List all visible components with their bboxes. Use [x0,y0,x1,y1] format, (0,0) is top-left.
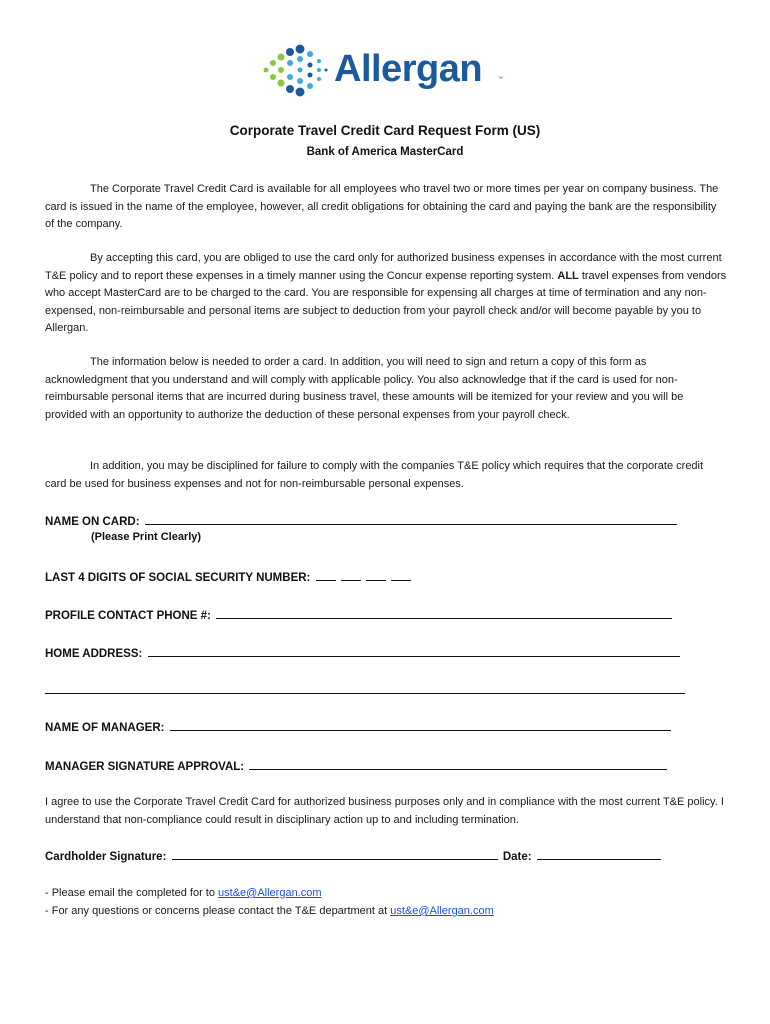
obligations-all-emphasis: ALL [557,269,579,282]
obligations-text-2: travel expenses from vendors who accept MasterCard are to be charged to the card. You are responsible for expensing all charges at time of termination and any non-expensed, non-reimbursable and personal items are subject to deduction from your payroll check and/or will become payable by you to Allergan. [45,269,727,334]
ssn-digit-1-input[interactable] [316,568,336,581]
intro-paragraph [45,181,727,234]
cardholder-signature-input[interactable] [172,847,498,860]
manager-signature-label: MANAGER SIGNATURE APPROVAL: [45,761,245,773]
date-label: Date: [502,851,532,863]
information-text: The information below is needed to order a card. In addition, you will need to sign and return a copy of this form as acknowledgment that you understand and will comply with applicable policy. You also acknowledge that if the card is used for non-reimbursable personal items that are incurred during business travel, these amounts will be itemized for your review and you will be provided with an opportunity to authorize the deduction of these personal expenses from your payroll check. [45,356,684,421]
home-address-label: HOME ADDRESS: [45,648,143,660]
obligations-text-1: By accepting this card, you are obliged to use the card only for authorized business expenses in accordance with the most current T&E policy and to report these expenses in a timely manner using the Concur expense reporting system. [45,252,722,282]
discipline-text: In addition, you may be disciplined for failure to comply with the companies T&E policy which requires that the corporate credit card be used for business expenses and not for non-reimbursable personal expenses. [45,460,704,490]
home-address-line-2-input[interactable] [45,681,685,694]
manager-name-label: NAME OF MANAGER: [45,722,165,734]
home-address-input[interactable] [148,644,680,657]
manager-name-input[interactable] [170,718,671,731]
logo-dots-icon [262,44,332,100]
contact-notes [45,884,494,920]
phone-label: PROFILE CONTACT PHONE #: [45,610,211,622]
questions-instruction-text: - For any questions or concerns please contact the T&E department at [45,905,391,917]
intro-text: The Corporate Travel Credit Card is available for all employees who travel two or more times per year on company business. The card is issued in the name of the employee, however, all credit obligations for obtaining the card and paying the bank are the responsibility of the company. [45,183,719,230]
manager-name-field [45,718,671,734]
logo-wordmark: Allergan [334,48,483,90]
allergan-logo [262,44,512,100]
questions-instruction [45,902,494,920]
email-instruction-text: - Please email the completed for to [45,887,219,899]
agreement-text: I agree to use the Corporate Travel Credit Card for authorized business purposes only and in compliance with the most current T&E policy. I understand that non-compliance could result in disciplinary action up to and including termination. [45,796,724,826]
email-link[interactable]: ust&e@Allergan.com [218,887,322,899]
page-subtitle: Bank of America MasterCard [306,146,464,158]
name-on-card-field [45,512,677,528]
page-title: Corporate Travel Credit Card Request Form (US) [229,123,541,138]
print-clearly-note: (Please Print Clearly) [91,531,202,543]
date-input[interactable] [537,847,661,860]
name-on-card-label: NAME ON CARD: [45,516,140,528]
phone-field [45,606,672,622]
ssn-label: LAST 4 DIGITS OF SOCIAL SECURITY NUMBER: [45,572,311,584]
information-paragraph [45,354,727,424]
manager-signature-field [45,757,667,773]
cardholder-signature-label: Cardholder Signature: [45,851,167,863]
obligations-paragraph [45,250,727,338]
discipline-paragraph [45,458,727,493]
name-on-card-input[interactable] [145,512,677,525]
manager-signature-input[interactable] [249,757,667,770]
phone-input[interactable] [216,606,672,619]
ssn-field [45,568,411,584]
ssn-digit-3-input[interactable] [366,568,386,581]
logo-trademark: ™ [498,76,503,82]
email-instruction [45,884,494,902]
ssn-digit-2-input[interactable] [341,568,361,581]
home-address-field [45,644,680,660]
ssn-digit-4-input[interactable] [391,568,411,581]
cardholder-signature-field [45,847,661,863]
questions-email-link[interactable]: ust&e@Allergan.com [390,905,494,917]
